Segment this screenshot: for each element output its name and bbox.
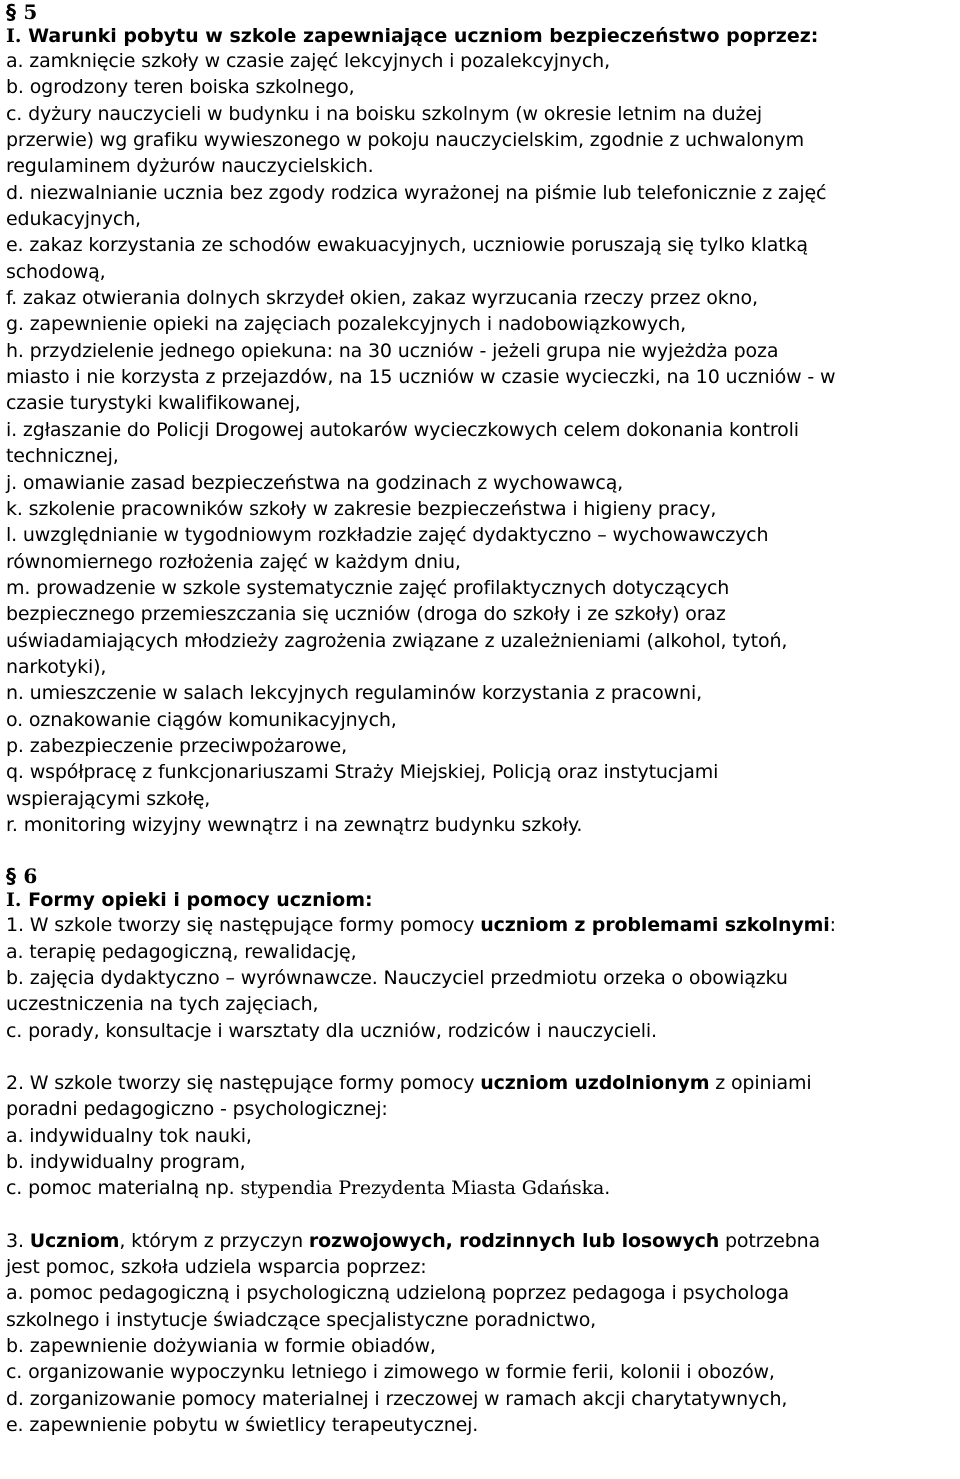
list-line — [6, 1175, 954, 1201]
list-line: q. współpracę z funkcjonariuszami Straży Miejskiej, Policją oraz instytucjami — [6, 761, 719, 784]
section-6-heading — [6, 864, 954, 888]
lead-tail: potrzebna — [719, 1229, 820, 1252]
list-line: e. zakaz korzystania ze schodów ewakuacyjnych, uczniowie poruszają się tylko klatką — [6, 234, 808, 257]
point-3 — [6, 1228, 954, 1439]
list-line: d. niezwalnianie ucznia bez zgody rodzica wyrażonej na piśmie lub telefonicznie z zajęć — [6, 181, 827, 204]
list-line: b. indywidualny program, — [6, 1151, 246, 1174]
point-2 — [6, 1070, 954, 1202]
list-line: c. porady, konsultacje i warsztaty dla uczniów, rodziców i nauczycieli. — [6, 1019, 657, 1042]
point-1-lead — [6, 912, 954, 938]
list-line: e. zapewnienie pobytu w świetlicy terapeutycznej. — [6, 1414, 479, 1437]
lead-text: 2. W szkole tworzy się następujące formy pomocy — [6, 1072, 481, 1095]
list-line: i. zgłaszanie do Policji Drogowej autokarów wycieczkowych celem dokonania kontroli — [6, 418, 799, 441]
lead-middle: , którym z przyczyn — [119, 1229, 309, 1252]
spacer — [6, 838, 954, 864]
list-line: edukacyjnych, — [6, 208, 141, 231]
point-2-lead — [6, 1070, 954, 1096]
roman-numeral: I. — [6, 25, 22, 47]
list-line: c. dyżury nauczycieli w budynku i na boisku szkolnym (w okresie letnim na dużej — [6, 102, 763, 125]
section-5-list — [6, 48, 954, 838]
list-line: b. zajęcia dydaktyczno – wyrównawcze. Nauczyciel przedmiotu orzeka o obowiązku — [6, 967, 788, 989]
list-line: b. ogrodzony teren boiska szkolnego, — [6, 76, 355, 99]
title-text: Formy opieki i pomocy uczniom: — [21, 889, 373, 912]
section-6-title — [6, 888, 954, 912]
spacer — [6, 1044, 954, 1070]
spacer — [6, 1202, 954, 1228]
list-line: l. uwzględnianie w tygodniowym rozkładzie zajęć dydaktyczno – wychowawczych — [6, 524, 769, 547]
list-line: m. prowadzenie w szkole systematycznie zajęć profilaktycznych dotyczących — [6, 576, 730, 599]
lead-bold-2: rozwojowych, rodzinnych lub losowych — [308, 1229, 720, 1252]
lead-bold: uczniom uzdolnionym — [480, 1072, 710, 1095]
list-line: o. oznakowanie ciągów komunikacyjnych, — [6, 708, 397, 731]
section-number: 5 — [23, 0, 38, 24]
list-line: jest pomoc, szkoła udziela wsparcia poprzez: — [6, 1256, 427, 1279]
list-line: przerwie) wg grafiku wywieszonego w pokoju nauczycielskim, zgodnie z uchwalonym — [6, 129, 804, 152]
list-line: poradni pedagogiczno - psychologicznej: — [6, 1098, 388, 1121]
list-line: r. monitoring wizyjny wewnątrz i na zewnątrz budynku szkoły. — [6, 813, 583, 836]
list-line: równomiernego rozłożenia zajęć w każdym dniu, — [6, 550, 461, 573]
list-line: czasie turystyki kwalifikowanej, — [6, 392, 301, 415]
section-5-title — [6, 24, 954, 48]
point-3-lead — [6, 1228, 954, 1254]
list-line: h. przydzielenie jednego opiekuna: na 30 uczniów - jeżeli grupa nie wyjeżdża poza — [6, 339, 779, 362]
lead-text: 3. — [6, 1229, 30, 1252]
list-line: bezpiecznego przemieszczania się uczniów (droga do szkoły i ze szkoły) oraz — [6, 603, 726, 626]
list-line: k. szkolenie pracowników szkoły w zakresie bezpieczeństwa i higieny pracy, — [6, 497, 717, 520]
list-line: c. organizowanie wypoczynku letniego i zimowego w formie ferii, kolonii i obozów, — [6, 1361, 775, 1384]
lead-tail: z opiniami — [709, 1072, 812, 1095]
item-serif-text: stypendia Prezydenta Miasta Gdańska — [240, 1177, 605, 1200]
list-line: narkotyki), — [6, 655, 107, 678]
list-line: d. zorganizowanie pomocy materialnej i rzeczowej w ramach akcji charytatywnych, — [6, 1387, 788, 1410]
section-number: 6 — [23, 864, 38, 889]
item-text: c. pomoc materialną np. — [6, 1177, 241, 1200]
list-line: wspierającymi szkołę, — [6, 787, 211, 810]
lead-bold: uczniom z problemami szkolnymi — [480, 914, 830, 937]
lead-tail: : — [829, 914, 836, 937]
list-line: n. umieszczenie w salach lekcyjnych regulaminów korzystania z pracowni, — [6, 682, 702, 705]
list-line: a. pomoc pedagogiczną i psychologiczną udzieloną poprzez pedagoga i psychologa — [6, 1282, 789, 1305]
title-text: Warunki pobytu w szkole zapewniające uczniom bezpieczeństwo poprzez: — [21, 25, 819, 47]
list-line: szkolnego i instytucje świadczące specjalistyczne poradnictwo, — [6, 1308, 597, 1331]
list-line: schodową, — [6, 260, 106, 283]
point-1 — [6, 912, 954, 1044]
list-line: a. indywidualny tok nauki, — [6, 1124, 252, 1147]
list-line: f. zakaz otwierania dolnych skrzydeł okien, zakaz wyrzucania rzeczy przez okno, — [6, 287, 758, 310]
section-5-heading — [6, 0, 954, 24]
list-line: g. zapewnienie opieki na zajęciach pozalekcyjnych i nadobowiązkowych, — [6, 313, 687, 336]
list-line: regulaminem dyżurów nauczycielskich. — [6, 155, 374, 178]
paragraph-sign: § — [6, 864, 17, 889]
list-line: a. terapię pedagogiczną, rewalidację, — [6, 940, 357, 963]
roman-numeral: I. — [6, 889, 22, 912]
list-line: uczestniczenia na tych zajęciach, — [6, 993, 319, 1016]
lead-text: 1. W szkole tworzy się następujące formy pomocy — [6, 914, 481, 937]
list-line: uświadamiających młodzieży zagrożenia związane z uzależnieniami (alkohol, tytoń, — [6, 629, 788, 652]
item-tail: . — [604, 1177, 611, 1200]
list-line: a. zamknięcie szkoły w czasie zajęć lekcyjnych i pozalekcyjnych, — [6, 50, 610, 72]
paragraph-sign: § — [6, 0, 17, 24]
list-line: miasto i nie korzysta z przejazdów, na 15 uczniów w czasie wycieczki, na 10 uczniów - w — [6, 366, 836, 389]
list-line: b. zapewnienie dożywiania w formie obiadów, — [6, 1335, 436, 1358]
list-line: j. omawianie zasad bezpieczeństwa na godzinach z wychowawcą, — [6, 471, 624, 494]
list-line: technicznej, — [6, 445, 119, 468]
lead-bold: Uczniom — [29, 1229, 120, 1252]
list-line: p. zabezpieczenie przeciwpożarowe, — [6, 734, 347, 757]
